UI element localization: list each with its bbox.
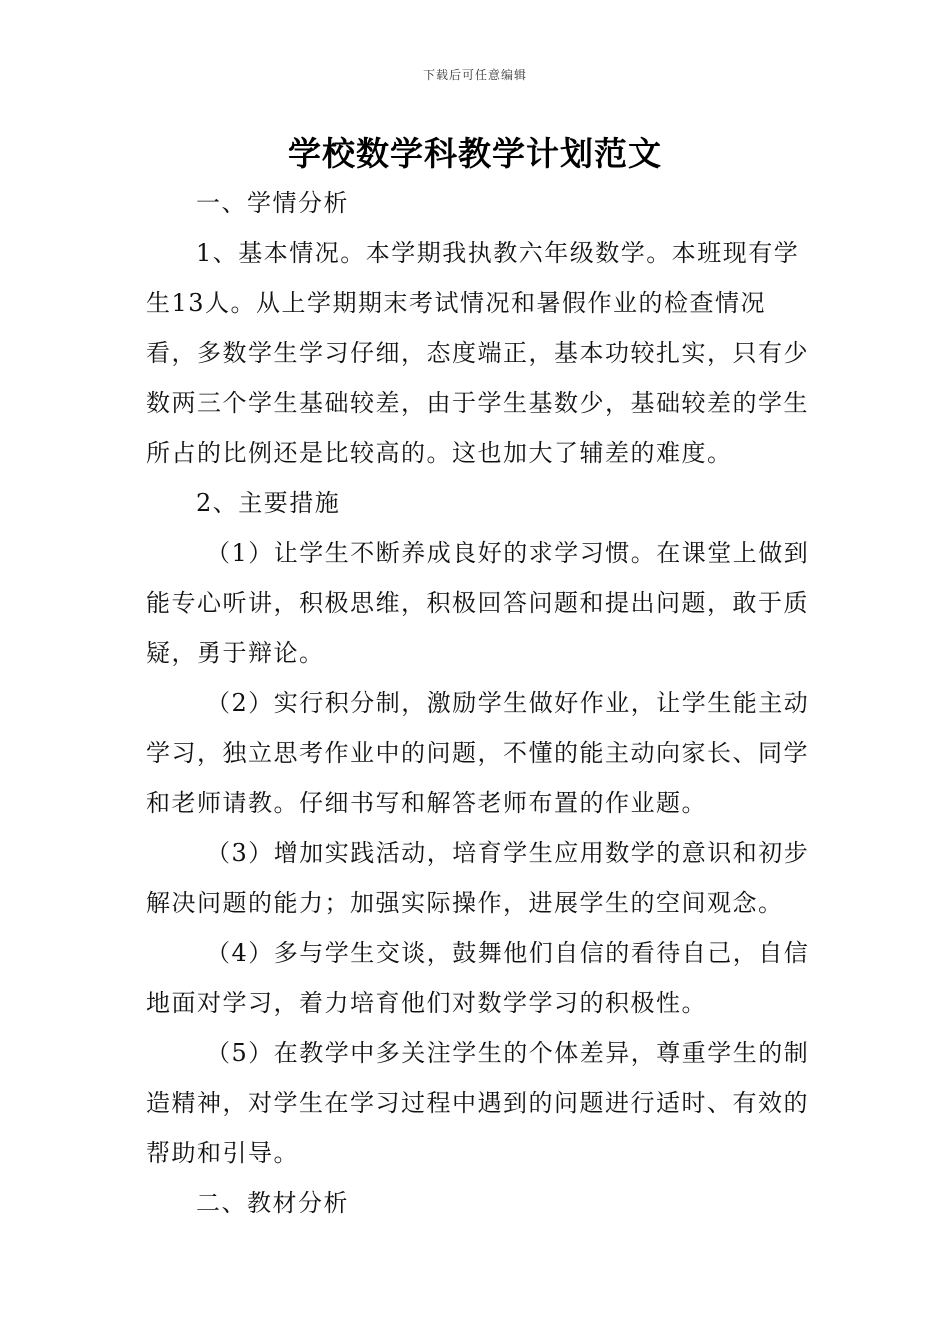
measure-item-5: （5）在教学中多关注学生的个体差异，尊重学生的制造精神，对学生在学习过程中遇到的问题进行适时、有效的帮助和引导。 bbox=[146, 1039, 810, 1167]
measure-item-1: （1）让学生不断养成良好的求学习惯。在课堂上做到能专心听讲，积极思维，积极回答问题和提出问题，敢于质疑，勇于辩论。 bbox=[146, 539, 810, 667]
header-note: 下载后可任意编辑 bbox=[422, 68, 527, 82]
section-heading-textbook-analysis: 二、教材分析 bbox=[196, 1189, 349, 1217]
paragraph-basic-situation: 1、基本情况。本学期我执教六年级数学。本班现有学生13人。从上学期期末考试情况和暑假作业的检查情况看，多数学生学习仔细，态度端正，基本功较扎实，只有少数两三个学生基础较差，由于学生基数少，基础较差的学生所占的比例还是比较高的。这也加大了辅差的难度。 bbox=[146, 239, 809, 467]
document-body bbox=[146, 178, 814, 1228]
section-heading-learning-analysis: 一、学情分析 bbox=[196, 189, 349, 217]
section-heading-main-measures: 2、主要措施 bbox=[196, 489, 341, 517]
page-title: 学校数学科教学计划范文 bbox=[288, 134, 662, 173]
measure-item-3: （3）增加实践活动，培育学生应用数学的意识和初步解决问题的能力；加强实际操作，进展学生的空间观念。 bbox=[146, 839, 810, 917]
measure-item-4: （4）多与学生交谈，鼓舞他们自信的看待自己，自信地面对学习，着力培育他们对数学学习的积极性。 bbox=[146, 939, 810, 1017]
measure-item-2: （2）实行积分制，激励学生做好作业，让学生能主动学习，独立思考作业中的问题，不懂的能主动向家长、同学和老师请教。仔细书写和解答老师布置的作业题。 bbox=[146, 689, 810, 817]
